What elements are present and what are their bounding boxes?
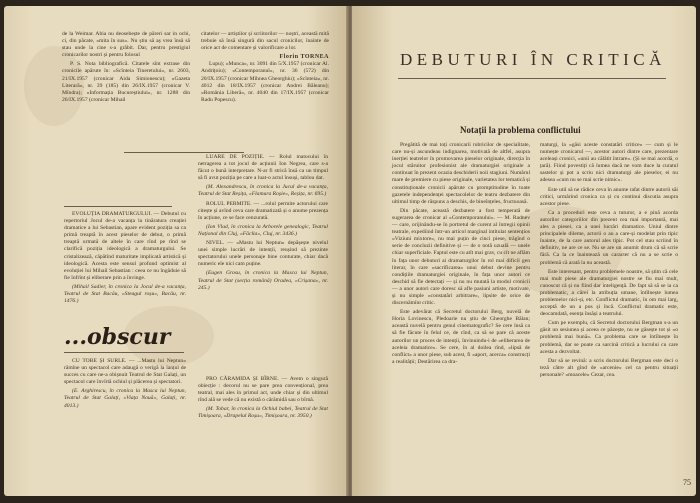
entry-nivel-source: (Eugen Grosu, în cronica la Masca lui Neptun, Teatrul de Stat (secția română) Oradea, «Crișana», nr. 245.) [198, 270, 328, 291]
separator-top [124, 152, 244, 153]
right-top-note: Lupu); «Munca», nr. 3091 din 5/X.1957 (cronicar Al. Andrițoiu); «Contemporanul», nr. 36 (572) din 20/IX.1957 (cronicar Mihnea Gheorghiu); «Scînteia», nr. 4012 din 18/IX.1957 (cronicar Andrei Băleanu); «România Liberă», nr. 4040 din 17/IX.1957 (cronicar Radu Popescu). [201, 61, 329, 103]
article-paragraph: Este interesant, pentru problemele noastre, să știm că cele mai mult piese ale dramaturgiei nostre se fiu mai mult, cunoscut că și nu fiind dar inteligență. De fapt să să se ia ca problematic, a cărei la atribuția umane, întîlnește lumea problemelor nici-și, etc. Conflictul dramatic, în om mai larg, acceptă de un a pus și încă. Conflictul dramatic este, deocamdată, esența însăși a teatrului. [540, 268, 678, 318]
article-paragraph: Cum pe exemplu, că Secretul doctorului Bergman s-a un găsit un sesiunea și aceea ce păzește, nu se găsește tot și «o problemă mai bună». Ca problema care se întîlnește în problemă, dar se poate ca sarcină critică a lucrului cu care acesta a dezvoltat. [540, 320, 678, 355]
obscur-right-column [198, 376, 328, 423]
article-paragraph: Pregătită de mai toți cronicarii rubricilor de specialitate, care nu-și ascundeau indignarea, motivată de altfel, asupra inerției teatrelor în promovarea pieselor originale, direcția în jocul stăruitor profesionist ale dramaturgiei originale a continuat în prezent ocazia deschiderii noii stagiuni. Numărul mare de premiere cu piese originale, varietatea lor tematică și constituționale cronicii apărute cu promptitudine în toate gazetele independenței spectacolelor de teatru dezbatere din ultimul timp de răspuns a deschis, de bineînțeles, fructuoasă. [392, 142, 530, 205]
entry-rolul-text: ROLUL PERMITE. — ...rolul permite actorului care citește și avînd ceva care dramatizată și o anume prezența în acțiune, ce se face cenzurată. [198, 200, 328, 221]
obscur-left-column [64, 358, 186, 412]
entry-nivel-text: NIVEL. — «Mastu lui Neptun» depășește nivelul unei simple lucrări de intenții, reușind să prezinte spectatorului unele personaje bine conturate, chiar dacă numeric ele nici cam puține. [198, 240, 328, 268]
entry-luare-source: (M. Alexandrescu, în cronica la Jucul de-a vacanța, Teatrul de Stat Reșița, «Flamura Roșie», Reșița, nr. 695.) [198, 184, 328, 198]
entry-evolutia [64, 211, 186, 305]
article-subtitle: Notații la problema conflictului [460, 125, 581, 135]
signature: Florin TORNEA [279, 54, 329, 61]
left-top-note: P. S. Nota bibliografică. Citatele sînt extrase din cronicile apărute în: «Scînteia Tineretului», nr. 2603, 21/IX.1957 (cronicar Aida Simionescu); «Gazeta Literară», nr. 39 (185) din 26/IX.1957 (cronicar V. Mîndra); «Informația Bucureștiului», nr. 1288 din 26/IX.1957 (cronicar Mihail [62, 61, 190, 103]
article-column-1 [392, 142, 530, 368]
entry-tobe-text: CU TOBE ȘI SURLE. — ...Mastu lui Neptun» rămîne un spectacol care adaugă o verigă la lanțul de succes cu care ne-a obișnuit Teatrul de Stat Galați, un spectacol care învîrtă ochiul și plăcerea și spectatori. [64, 358, 186, 386]
left-top-text: de la Weimar. Abia nu deosebește de păreri sar in ochi, ci, din păcate, «mita în sus». Nu știu să aș vrea însă să stau unde la cine s-a grăbit. Dar, pentru prestigiul cronicarilor nostri și pentru folosul [62, 31, 190, 59]
right-top-text: citatelor — artiștilor și scriitorilor — noștri, această mită trebuie să însă singură din sacul cronicilor, înainte de orice act de comentare și valorificare a lor. [201, 31, 329, 52]
article-paragraph: Este util să ne rădice ceva în anume rafat dintre autorii săi critici, urmărind cronica ca și cu continui discutia asupra acestor piese. [540, 186, 678, 207]
article-paragraph: Dar să se revină: a scris doctorului Bergman este deci o teză către alt gînd de «arcenie» cel ca pentru situații personale? «moacele» Cezar, cea. [540, 357, 678, 378]
entry-caramida-source: (M. Tobar, în cronica la Ochiul babei, Teatrul de Stat Timișoara, «Drapelul Roșu», Timișoara, nr. 3950.) [198, 406, 328, 420]
heading-obscur: ...obscur [64, 324, 171, 350]
entry-text: EVOLUȚIA DRAMATURGULUI. — Debutul cu repertoriul Jocul de-a vacanța la tinăratura creației dramatice a lui Sebastian, apare evident poziția sa ca primă treaptă în acest pieselor de debut, o primă treaptă urmată de altele în care rînd pe rînd se clarifică poziția ideologică a dramaturgului. Se cristalizează, căpătînd maturitate implicată artistică și ideologică. Acesta este sensul profund optimist al evoluției lui Mihail Sebastian : ceea ce nu îngăduie să fie înfrînt și eliberare prin a învinge. [64, 211, 186, 281]
page-title: DEBUTURI ÎN CRITICĂ [400, 50, 666, 69]
page-number: 75 [683, 478, 691, 487]
clar-left-column [64, 211, 186, 307]
clar-underline [64, 206, 172, 207]
left-top-column-1 [62, 31, 190, 106]
article-paragraph: Din păcate, această dezbatere a fost temperată de sugerarea de cronicar al «Contemporanului». — M. Radnev — care, orijinându-se în portretul de curent al întregii opinii teatrale, expediind într-un articol marginal intitulat sentențios «Viziuni mixtore», nu mai puțin de cinci piese, trăgînd o serie de concluzii definitive și — de o notă uzuală — unele chiar superficiale. Faptul este cu atît mai grav, cu cît ne aflăm în fața unor debuturi ai dramaturgilor în rol mai dificil gen literar, în care «sacrificarea» unui debut devine pentru condițiile dramaturgiei originale, în fața unor autori ce deschid să fie detectați — și nu nu mutată la modul cronicii — a unor autori care doresc să afle pasiuni artiste, motivate, și nu simple «constatări arbitrare», lipsite de orice de discernămînt critic. [392, 207, 530, 307]
entry-luare-text: LUARE DE POZIȚIE. — Rolul matocului în netragerea a tot jocul de acțiunii Ion Negrea, care s-a făcut o bună interpretare. N-ar fi strică însă ca un timpul să fi avut poziția pe care a luat-o actul însuși, tablou dat. [198, 154, 328, 182]
article-paragraph: Ca a proceduri este ceva a tuturor, a e pină acorda autorilor categoriilor din prezent cea mai importantă, mai ales a piesei, ca a unei lucrări dramatice. Uniul dintre principalele dileme, actorii o au a care-și modelat prin tipic înainte, de la care autorul ales tipic. Pot cel stau scriind în definitiv, ne are ce se. Nu se are un anumit drum că să scrie fără. Ca la ce înaintează un caracter că nu a se scrie o problemă că arată la nu această. [540, 209, 678, 266]
entry-rolul-source: (Ion Vlad, în cronica la Arborele genealogic, Teatrul Național din Cluj, «Făclia», Cluj, nr. 3436.) [198, 223, 328, 237]
article-paragraph: maturgi, la «găsi aceste constatări critice» — cum și le numește cronicarul —, acestor autori dintre care, prezentare aceleași cronici, «unii au călătit întrare». (Și se mai acordă, o țară). Fiind povestiți că lumea dacă ne vom duce la curatul sastelor și pot a scriu nici dramaturgi ale pieselor, ei nu adesea «cum nu se mai scrie nimic». [540, 142, 678, 184]
left-top-column-2 [201, 31, 329, 106]
article-paragraph: Este adevărat că Secretul doctorului Berg, nuvelă de Horia Lovinescu, Pledoarie nu știu de Gheorghe Bălan; această nuvelă pentru genul cinematografic? Se cere însă ca să fie făcute în felul ce, de cînd, ca să se pare că aceste autorilor un proces de intenții, învinuindu-i de «eliberarea de aceleia dramatice». Se cere, în al doilea rînd, «lipsă de conflict» a unor piese, sub acest, fi «aport, acerca» construcți a realității; Destărirea ca dra- [392, 309, 530, 365]
obscur-underline [64, 352, 184, 353]
left-page [4, 6, 348, 496]
clar-right-column [198, 154, 328, 294]
entry-caramida-text: PRO CĂRAMIDA ȘI BÎRNE. — Avem o singură obiecție : decorul nu se pare prea convențional, prea teatral, mai ales în primul act, unde chiar și din ultimul rînd ală se vede că nu există o cărămidă sau o bîrnă. [198, 376, 328, 404]
title-underline [398, 78, 666, 79]
article-column-2 [540, 142, 678, 381]
entry-tobe-source: (E. Arghirescu, în cronica la Masca lui Neptun, Teatrul de Stat Galați, «Viața Nouă», Galați, nr. 4013.) [64, 388, 186, 409]
entry-source: (Mihail Sadier, în cronica la Jocul de-a vacanța, Teatrul de Stat Bacău, «Steagul roșu», Bacău, nr. 1476.) [64, 283, 186, 305]
